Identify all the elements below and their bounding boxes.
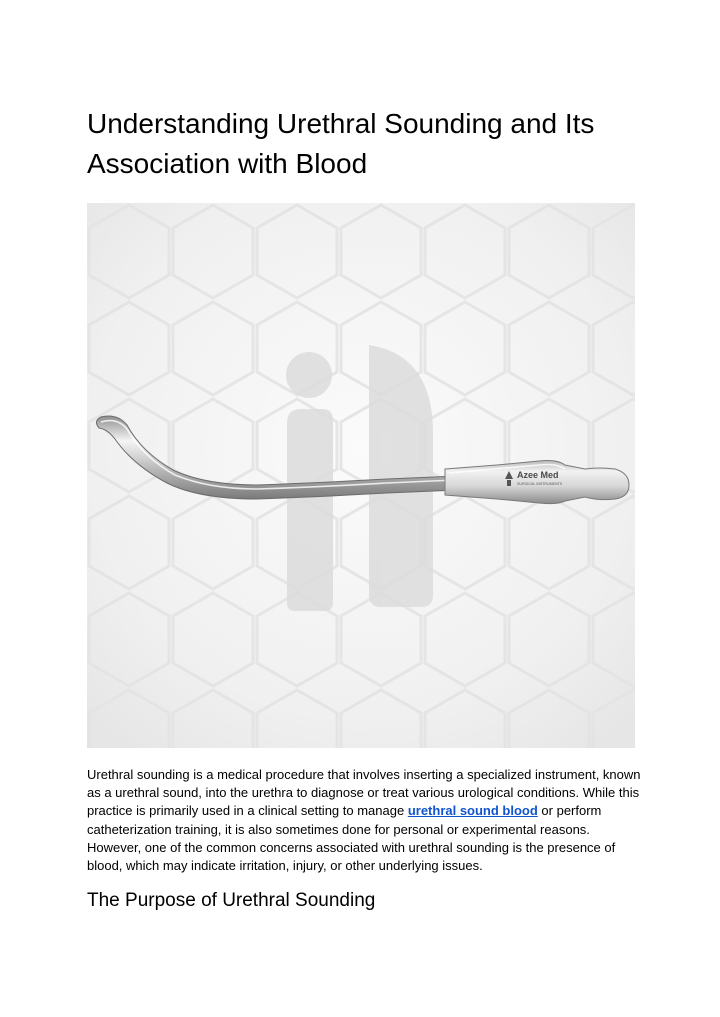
- paragraph-text-after-link: or perform catheterization training, it is also sometimes done for personal or experimental reasons. However, one of the common concerns associated with urethral sounding is the presence of blood, which may indicate irritation, injury, or other underlying issues.: [87, 803, 616, 874]
- document-title: Understanding Urethral Sounding and Its Association with Blood: [87, 108, 595, 179]
- brand-logo-text: Azee Med: [517, 470, 559, 480]
- urethral-sound-blood-link[interactable]: urethral sound blood: [407, 803, 538, 819]
- product-image: [87, 203, 635, 748]
- urethral-sound-illustration: [87, 203, 635, 748]
- document-page: [87, 0, 641, 1017]
- paragraph-text-before-link: Urethral sounding is a medical procedure that involves inserting a specialized instrument, known as a urethral sound, into the urethra to diagnose or treat various urological conditions. While this practice is primarily used in a clinical setting to manage: [87, 767, 641, 819]
- brand-logo-subtext: SURGICAL INSTRUMENTS: [517, 482, 563, 486]
- section-heading: The Purpose of Urethral Sounding: [87, 890, 376, 911]
- intro-paragraph: [87, 766, 643, 875]
